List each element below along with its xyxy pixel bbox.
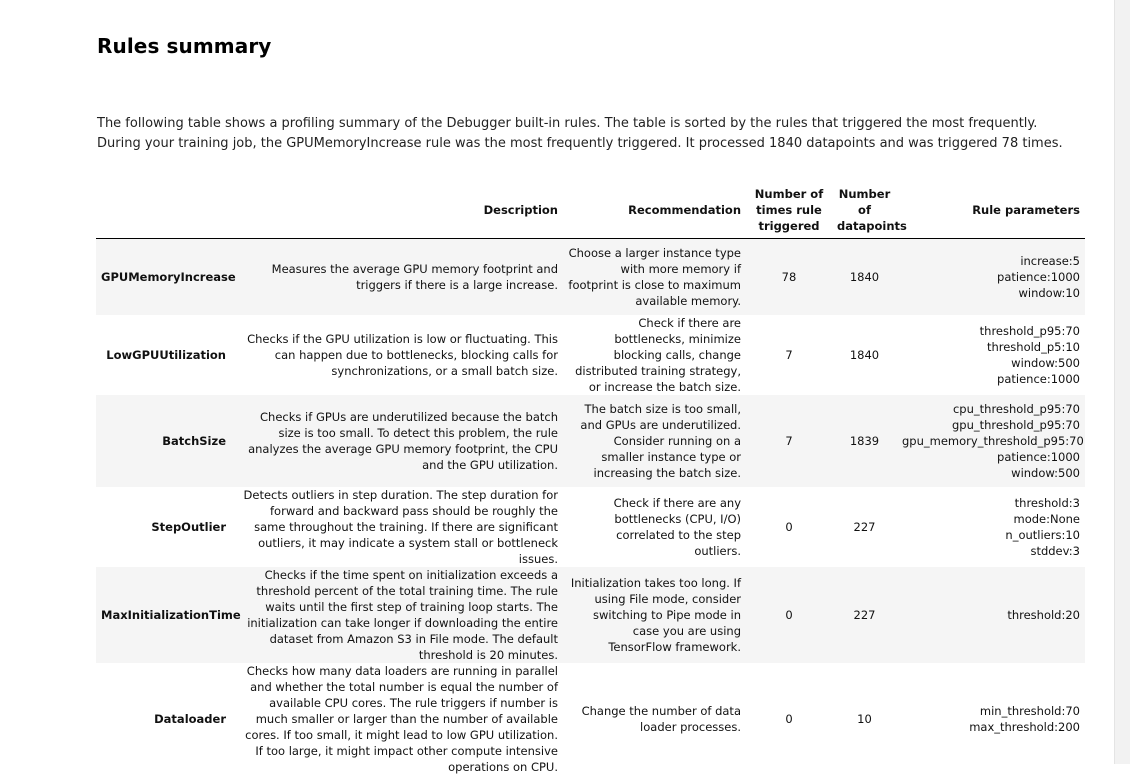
parameter: increase:5 <box>902 253 1080 269</box>
rule-parameters <box>897 395 1085 487</box>
table-row <box>96 239 1085 316</box>
datapoints: 227 <box>832 487 897 567</box>
rule-parameters <box>897 487 1085 567</box>
header-rule <box>96 182 231 239</box>
rule-description: Checks if the time spent on initialization exceeds a threshold percent of the total training time. The rule waits until the first step of training loop starts. The initialization can take longer if downloading the entire dataset from Amazon S3 in File mode. The default threshold is 20 minutes. <box>231 567 563 663</box>
parameter: threshold_p5:10 <box>902 339 1080 355</box>
rule-name: BatchSize <box>96 395 231 487</box>
rule-recommendation: Choose a larger instance type with more memory if footprint is close to maximum available memory. <box>563 239 746 316</box>
page-scroll-gutter <box>1114 0 1130 764</box>
rule-description: Checks how many data loaders are running in parallel and whether the total number is equal the number of available CPU cores. The rule triggers if number is much smaller or larger than the number of available cores. If too small, it might lead to low GPU utilization. If too large, it might impact other compute intensive operations on CPU. <box>231 663 563 775</box>
datapoints: 1839 <box>832 395 897 487</box>
header-times-triggered: Number of times rule triggered <box>746 182 832 239</box>
rule-description: Measures the average GPU memory footprint and triggers if there is a large increase. <box>231 239 563 316</box>
rule-description: Detects outliers in step duration. The step duration for forward and backward pass should be roughly the same throughout the training. If there are significant outliers, it may indicate a system stall or bottleneck issues. <box>231 487 563 567</box>
header-row <box>96 182 1085 239</box>
times-triggered: 7 <box>746 395 832 487</box>
times-triggered: 0 <box>746 567 832 663</box>
times-triggered: 78 <box>746 239 832 316</box>
table-row <box>96 395 1085 487</box>
rule-parameters <box>897 239 1085 316</box>
parameter: gpu_memory_threshold_p95:70 <box>902 433 1080 449</box>
parameter: max_threshold:200 <box>902 719 1080 735</box>
parameter: patience:1000 <box>902 269 1080 285</box>
times-triggered: 0 <box>746 663 832 775</box>
rule-recommendation: The batch size is too small, and GPUs are underutilized. Consider running on a smaller instance type or increasing the batch size. <box>563 395 746 487</box>
parameter: stddev:3 <box>902 543 1080 559</box>
table-row <box>96 567 1085 663</box>
datapoints: 1840 <box>832 315 897 395</box>
table-header <box>96 182 1085 239</box>
parameter: cpu_threshold_p95:70 <box>902 401 1080 417</box>
parameter: min_threshold:70 <box>902 703 1080 719</box>
parameter: threshold:20 <box>902 607 1080 623</box>
parameter: n_outliers:10 <box>902 527 1080 543</box>
table-body <box>96 239 1085 775</box>
rule-recommendation: Initialization takes too long. If using File mode, consider switching to Pipe mode in case you are using TensorFlow framework. <box>563 567 746 663</box>
parameter: window:10 <box>902 285 1080 301</box>
parameter: mode:None <box>902 511 1080 527</box>
rule-parameters <box>897 315 1085 395</box>
times-triggered: 0 <box>746 487 832 567</box>
rule-description: Checks if GPUs are underutilized because the batch size is too small. To detect this problem, the rule analyzes the average GPU memory footprint, the CPU and the GPU utilization. <box>231 395 563 487</box>
table-row <box>96 663 1085 775</box>
table-row <box>96 487 1085 567</box>
parameter: gpu_threshold_p95:70 <box>902 417 1080 433</box>
rule-parameters <box>897 663 1085 775</box>
rule-name: GPUMemoryIncrease <box>96 239 231 316</box>
datapoints: 10 <box>832 663 897 775</box>
rule-name: LowGPUUtilization <box>96 315 231 395</box>
page-title: Rules summary <box>97 34 271 58</box>
datapoints: 227 <box>832 567 897 663</box>
rules-summary-table <box>96 182 1085 775</box>
rule-recommendation: Change the number of data loader processes. <box>563 663 746 775</box>
rule-recommendation: Check if there are any bottlenecks (CPU, I/O) correlated to the step outliers. <box>563 487 746 567</box>
table-row <box>96 315 1085 395</box>
times-triggered: 7 <box>746 315 832 395</box>
rule-recommendation: Check if there are bottlenecks, minimize blocking calls, change distributed training strategy, or increase the batch size. <box>563 315 746 395</box>
parameter: patience:1000 <box>902 371 1080 387</box>
rule-description: Checks if the GPU utilization is low or fluctuating. This can happen due to bottlenecks, blocking calls for synchronizations, or a small batch size. <box>231 315 563 395</box>
header-datapoints: Number of datapoints <box>832 182 897 239</box>
parameter: window:500 <box>902 465 1080 481</box>
parameter: window:500 <box>902 355 1080 371</box>
parameter: threshold_p95:70 <box>902 323 1080 339</box>
rule-parameters <box>897 567 1085 663</box>
header-rule-parameters: Rule parameters <box>897 182 1085 239</box>
header-description: Description <box>231 182 563 239</box>
datapoints: 1840 <box>832 239 897 316</box>
header-recommendation: Recommendation <box>563 182 746 239</box>
parameter: threshold:3 <box>902 495 1080 511</box>
rule-name: StepOutlier <box>96 487 231 567</box>
parameter: patience:1000 <box>902 449 1080 465</box>
rule-name: Dataloader <box>96 663 231 775</box>
intro-paragraph: The following table shows a profiling summary of the Debugger built-in rules. The table is sorted by the rules that triggered the most frequently. During your training job, the GPUMemoryIncrease rule was the most frequently triggered. It processed 1840 datapoints and was triggered 78 times. <box>97 114 1082 154</box>
rule-name: MaxInitializationTime <box>96 567 231 663</box>
